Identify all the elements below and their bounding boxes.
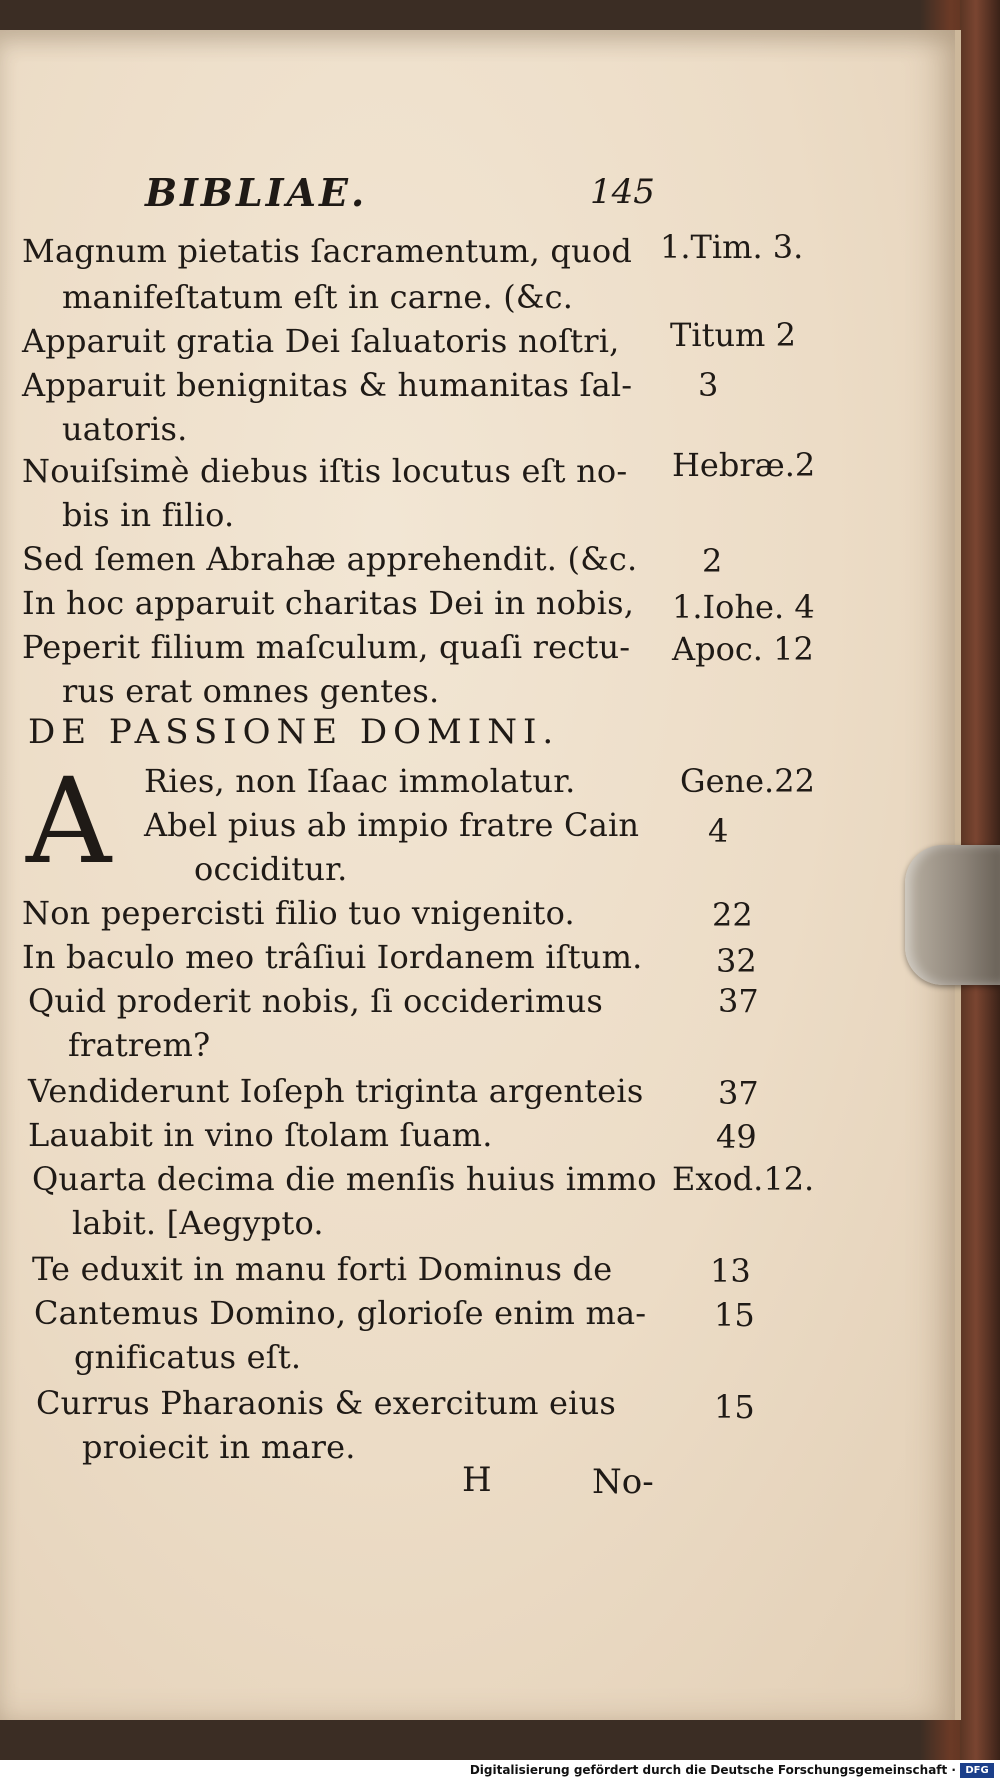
- entry-ref: 15: [714, 1296, 755, 1334]
- entry-line: proiecit in mare.: [82, 1428, 356, 1466]
- entry-line: rus erat omnes gentes.: [62, 672, 440, 710]
- entry-line: fratrem?: [68, 1026, 211, 1064]
- entry-ref: 32: [716, 942, 757, 980]
- running-title: BIBLIAE.: [145, 170, 368, 215]
- drop-cap: A: [26, 752, 112, 890]
- entry-ref: 13: [710, 1252, 751, 1290]
- entry-line: Nouiſsimè diebus iſtis locutus eſt no-: [22, 452, 628, 490]
- entry-line: manifeſtatum eſt in carne. (&c.: [62, 278, 574, 316]
- entry-ref: 37: [718, 1074, 759, 1112]
- catchword: No-: [592, 1462, 654, 1502]
- entry-line: Lauabit in vino ſtolam ſuam.: [28, 1116, 493, 1154]
- entry-ref: 1.Iohe. 4: [672, 588, 815, 626]
- entry-ref: 1.Tim. 3.: [660, 228, 804, 266]
- entry-line: In hoc apparuit charitas Dei in nobis,: [22, 584, 635, 622]
- entry-line: Cantemus Domino, glorioſe enim ma-: [34, 1294, 647, 1332]
- entry-ref: 22: [712, 896, 753, 934]
- entry-line: Quarta decima die menſis huius immo: [32, 1160, 657, 1198]
- footer-credit: Digitalisierung gefördert durch die Deutsche Forschungsgemeinschaft ·: [469, 1763, 956, 1777]
- entry-line: Quid proderit nobis, ſi occiderimus: [28, 982, 604, 1020]
- entry-line: Sed ſemen Abrahæ apprehendit. (&c.: [22, 540, 638, 578]
- entry-line: uatoris.: [62, 410, 188, 448]
- entry-line: Te eduxit in manu forti Dominus de: [32, 1250, 613, 1288]
- entry-line: Currus Pharaonis & exercitum eius: [36, 1384, 617, 1422]
- entry-line: Abel pius ab impio fratre Cain: [144, 806, 640, 844]
- entry-line: Ries, non Iſaac immolatur.: [144, 762, 576, 800]
- entry-line: labit. [Aegypto.: [72, 1204, 324, 1242]
- entry-line: In baculo meo trâſiui Iordanem iſtum.: [22, 938, 643, 976]
- entry-ref: 4: [708, 812, 729, 850]
- entry-line: Apparuit benignitas & humanitas ſal-: [22, 366, 633, 404]
- entry-ref: Apoc. 12: [672, 630, 814, 668]
- entry-line: Peperit filium maſculum, quaſi rectu-: [22, 628, 631, 666]
- page-number: 145: [590, 172, 655, 212]
- entry-ref: 37: [718, 982, 759, 1020]
- entry-ref: Exod.12.: [672, 1160, 815, 1198]
- entry-ref: 3: [698, 366, 719, 404]
- dfg-logo: DFG: [960, 1763, 994, 1778]
- entry-ref: Gene.22: [680, 762, 815, 800]
- entry-line: Non pepercisti filio tuo vnigenito.: [22, 894, 575, 932]
- entry-line: bis in filio.: [62, 496, 235, 534]
- entry-line: Magnum pietatis ſacramentum, quod: [22, 232, 633, 270]
- entry-ref: 15: [714, 1388, 755, 1426]
- entry-ref: Titum 2: [670, 316, 796, 354]
- entry-line: occiditur.: [194, 850, 348, 888]
- entry-ref: 2: [702, 542, 723, 580]
- signature-mark: H: [462, 1460, 492, 1500]
- entry-ref: 49: [716, 1118, 757, 1156]
- section-title: DE PASSIONE DOMINI.: [28, 712, 560, 752]
- entry-line: Vendiderunt Ioſeph triginta argenteis: [28, 1072, 644, 1110]
- entry-ref: Hebræ.2: [672, 446, 816, 484]
- entry-line: Apparuit gratia Dei ſaluatoris noſtri,: [22, 322, 620, 360]
- entry-line: gnificatus eſt.: [74, 1338, 302, 1376]
